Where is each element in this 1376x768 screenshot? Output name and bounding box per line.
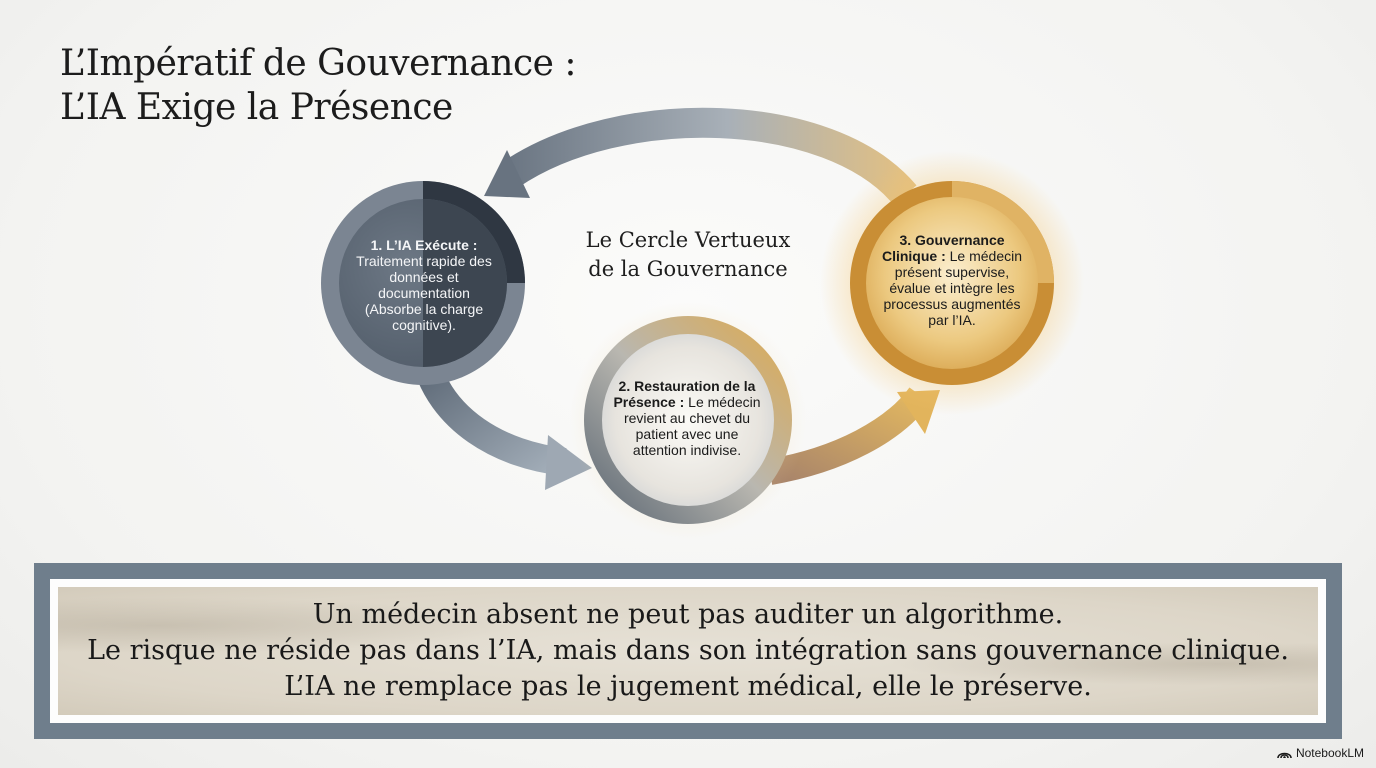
quote-line-2: Le risque ne réside pas dans l’IA, mais dans son intégration sans gouvernance clinique.	[87, 635, 1289, 666]
quote-line-3: L’IA ne remplace pas le jugement médical, elle le préserve.	[284, 671, 1092, 702]
quote-mat	[50, 579, 1326, 723]
node-1-heading: 1. L’IA Exécute :	[370, 237, 478, 253]
title-line-1: L’Impératif de Gouvernance :	[60, 43, 576, 84]
quote-line-1: Un médecin absent ne peut pas auditer un algorithme.	[312, 599, 1064, 630]
notebooklm-logo-icon	[1277, 748, 1292, 759]
node-1-text	[348, 237, 500, 333]
cycle-label-line-2: de la Gouvernance	[588, 257, 788, 281]
quote-panel	[58, 587, 1318, 715]
brand-label: NotebookLM	[1295, 746, 1364, 760]
node-3-text	[874, 232, 1030, 328]
quote-frame	[34, 563, 1342, 739]
cycle-label	[560, 226, 816, 284]
node-1-body: Traitement rapide des données et documentation (Absorbe la charge cognitive).	[356, 253, 492, 333]
node-3-body: Le médecin présent supervise, évalue et intègre les processus augmentés par l’IA.	[883, 248, 1023, 328]
title-line-2: L’IA Exige la Présence	[60, 87, 453, 128]
arrow-governance-to-ai	[510, 123, 905, 195]
cycle-label-line-1: Le Cercle Vertueux	[585, 228, 791, 252]
notebooklm-watermark	[1277, 746, 1364, 760]
node-3-heading: 3. Gouvernance Clinique :	[881, 232, 1005, 264]
node-2-text	[612, 378, 762, 458]
node-2-heading: 2. Restauration de la Présence :	[613, 378, 756, 410]
node-2-body: Le médecin revient au chevet du patient avec une attention indivise.	[623, 394, 761, 458]
